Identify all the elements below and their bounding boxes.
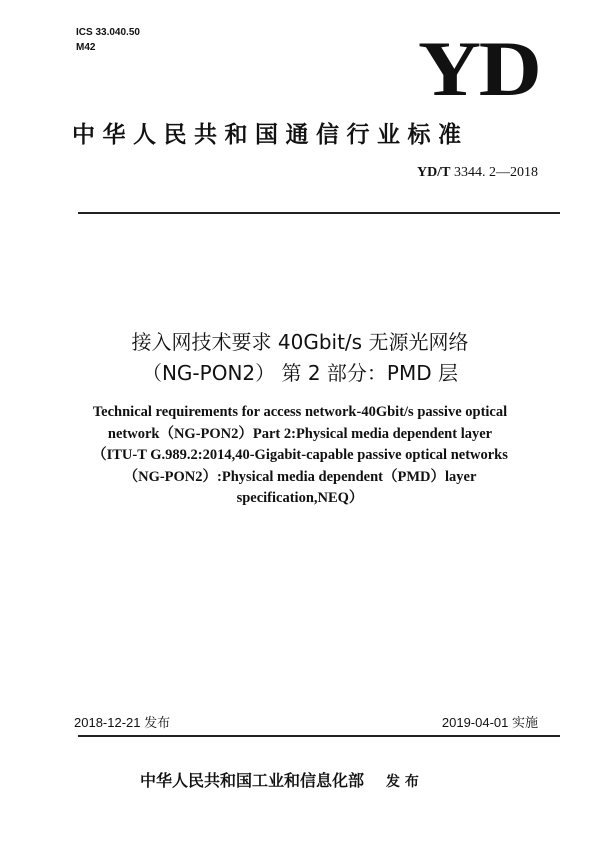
english-title-line: （NG-PON2）:Physical media dependent（PMD）layer xyxy=(123,468,477,485)
english-title xyxy=(0,402,600,510)
chinese-title xyxy=(0,327,600,389)
standard-category-title: 中华人民共和国通信行业标准 xyxy=(72,122,469,148)
english-title-line: specification,NEQ） xyxy=(236,490,364,506)
yd-logo: YD xyxy=(418,25,540,112)
classification-block xyxy=(76,25,140,55)
standard-number xyxy=(417,165,538,181)
top-divider xyxy=(78,212,560,214)
standard-number-value: 3344. 2—2018 xyxy=(454,165,538,180)
bottom-divider xyxy=(78,735,560,737)
english-title-line: （ITU-T G.989.2:2014,40-Gigabit-capable passive optical networks xyxy=(92,447,508,463)
english-title-line: network（NG-PON2）Part 2:Physical media dependent layer xyxy=(107,425,493,442)
chinese-title-line-2: （NG-PON2） 第 2 部分：PMD 层 xyxy=(141,361,459,385)
implementation-date: 2019-04-01 实施 xyxy=(441,715,538,730)
issuer-name: 中华人民共和国工业和信息化部 xyxy=(140,771,365,790)
ics-code: ICS 33.040.50 xyxy=(76,27,140,38)
category-code: M42 xyxy=(76,42,96,53)
standard-number-prefix: YD/T xyxy=(417,165,451,180)
issuer-action: 发 布 xyxy=(386,774,419,790)
issue-date: 2018-12-21 发布 xyxy=(74,715,171,730)
english-title-line: Technical requirements for access network-40Gbit/s passive optical xyxy=(92,404,508,420)
issuing-authority xyxy=(140,768,419,791)
chinese-title-line-1: 接入网技术要求 40Gbit/s 无源光网络 xyxy=(131,330,469,354)
